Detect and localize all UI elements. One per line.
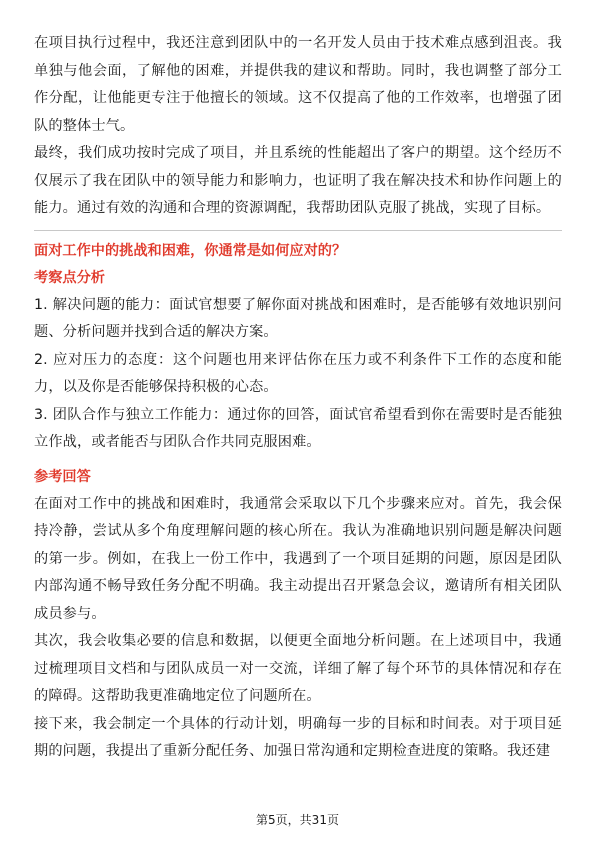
answer-paragraph: 接下来，我会制定一个具体的行动计划，明确每一步的目标和时间表。对于项目延期的问题，我提出了重新分配任务、加强日常沟通和定期检查进度的策略。我还建 xyxy=(34,715,562,759)
answer-paragraph: 在面对工作中的挑战和困难时，我通常会采取以下几个步骤来应对。首先，我会保持冷静，尝试从多个角度理解问题的核心所在。我认为准确地识别问题是解决问题的第一步。例如，在我上一份工作中，我遇到了一个项目延期的问题，原因是团队内部沟通不畅导致任务分配不明确。我主动提出召开紧急会议，邀请所有相关团队成员参与。 xyxy=(34,495,562,622)
page-number: 第5页，共31页 xyxy=(256,813,339,827)
analysis-item: 3. 团队合作与独立工作能力：通过你的回答，面试官希望看到你在需要时是否能独立作战，或者能否与团队合作共同克服困难。 xyxy=(34,406,562,450)
document-page xyxy=(34,30,562,766)
question-title: 面对工作中的挑战和困难，你通常是如何应对的？ xyxy=(34,242,347,259)
section-spacer xyxy=(34,457,562,464)
analysis-heading: 考察点分析 xyxy=(34,269,105,286)
intro-paragraph: 在项目执行过程中，我还注意到团队中的一名开发人员由于技术难点感到沮丧。我单独与他会面，了解他的困难，并提供我的建议和帮助。同时，我也调整了部分工作分配，让他能更专注于他擅长的领域。这不仅提高了他的工作效率，也增强了团队的整体士气。 xyxy=(34,35,562,134)
answer-heading: 参考回答 xyxy=(34,468,91,485)
intro-paragraph: 最终，我们成功按时完成了项目，并且系统的性能超出了客户的期望。这个经历不仅展示了我在团队中的领导能力和影响力，也证明了我在解决技术和协作问题上的能力。通过有效的沟通和合理的资源调配，我帮助团队克服了挑战，实现了目标。 xyxy=(34,145,562,216)
answer-paragraph: 其次，我会收集必要的信息和数据，以便更全面地分析问题。在上述项目中，我通过梳理项目文档和与团队成员一对一交流，详细了解了每个环节的具体情况和存在的障碍。这帮助我更准确地定位了问题所在。 xyxy=(34,633,562,704)
analysis-item: 2. 应对压力的态度：这个问题也用来评估你在压力或不利条件下工作的态度和能力，以及你是否能够保持积极的心态。 xyxy=(34,351,562,395)
analysis-item: 1. 解决问题的能力：面试官想要了解你面对挑战和困难时，是否能够有效地识别问题、分析问题并找到合适的解决方案。 xyxy=(34,296,562,340)
section-divider xyxy=(34,230,562,231)
